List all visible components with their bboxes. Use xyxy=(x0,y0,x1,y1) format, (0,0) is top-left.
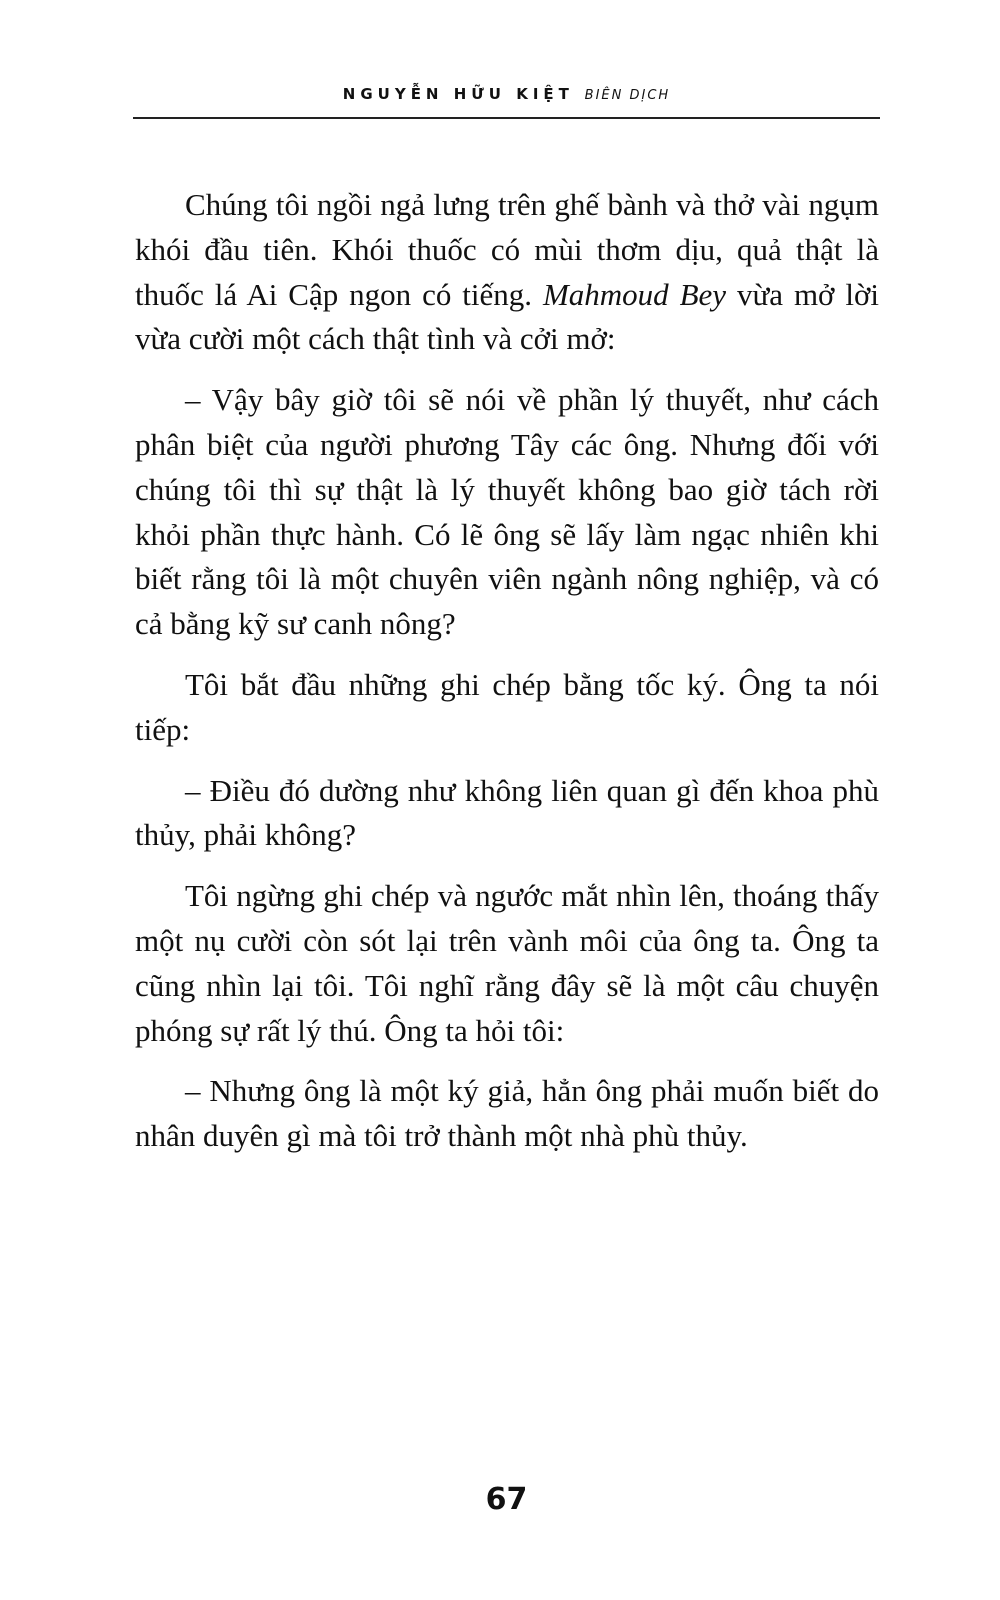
paragraph-5: Tôi ngừng ghi chép và ngước mắt nhìn lên, thoáng thấy một nụ cười còn sót lại trên vành môi của ông ta. Ông ta cũng nhìn lại tôi. Tôi nghĩ rằng đây sẽ là một câu chuyện phóng sự rất lý thú. Ông ta hỏi tôi: xyxy=(135,878,879,1048)
paragraph-1-continuation: vừa mở lời vừa cười một cách thật tình và cởi mở: xyxy=(135,276,879,357)
running-header xyxy=(133,84,880,106)
page-number: 67 xyxy=(485,1482,528,1517)
paragraph-2: – Vậy bây giờ tôi sẽ nói về phần lý thuyết, như cách phân biệt của người phương Tây các ông. Nhưng đối với chúng tôi thì sự thật là lý thuyết không bao giờ tách rời khỏi phần thực hành. Có lẽ ông sẽ lấy làm ngạc nhiên khi biết rằng tôi là một chuyên viên ngành nông nghiệp, và có cả bằng kỹ sư canh nông? xyxy=(135,382,879,642)
header-divider xyxy=(133,117,880,119)
paragraph-1 xyxy=(135,183,879,362)
header-author: NGUYỄN HỮU KIỆT xyxy=(342,85,574,103)
paragraph-4: – Điều đó dường như không liên quan gì đến khoa phù thủy, phải không? xyxy=(135,772,879,853)
body-text xyxy=(135,183,879,1175)
paragraph-6: – Nhưng ông là một ký giả, hẳn ông phải muốn biết do nhân duyên gì mà tôi trở thành một nhà phù thủy. xyxy=(135,1073,879,1154)
paragraph-3: Tôi bắt đầu những ghi chép bằng tốc ký. Ông ta nói tiếp: xyxy=(135,666,879,747)
header-role: BIÊN DỊCH xyxy=(584,88,671,103)
paragraph-1-text: Chúng tôi ngồi ngả lưng trên ghế bành và thở vài ngụm khói đầu tiên. Khói thuốc có mùi thơm dịu, quả thật là thuốc lá Ai Cập ngon có tiếng. xyxy=(135,187,879,312)
paragraph-1-italic-name: Mahmoud Bey xyxy=(542,276,727,312)
